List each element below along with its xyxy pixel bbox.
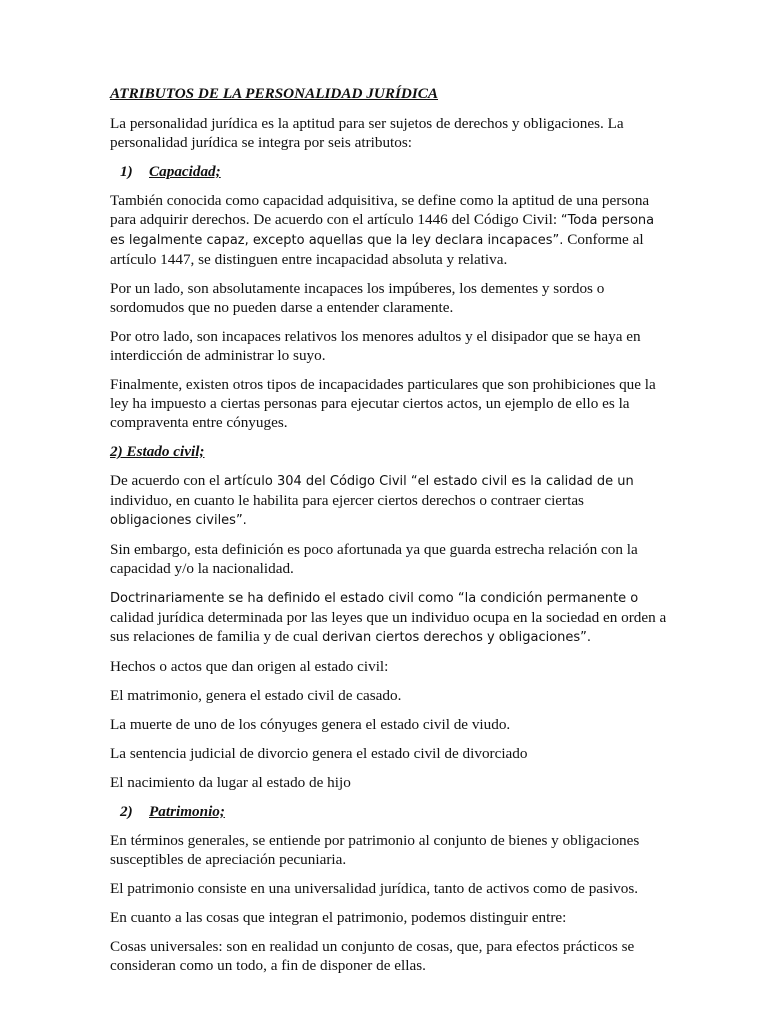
patrimonio-paragraph-4: Cosas universales: son en realidad un conjunto de cosas, que, para efectos prácticos se consideran como un todo, a fin de disponer de ellas. xyxy=(110,938,635,974)
document-title: ATRIBUTOS DE LA PERSONALIDAD JURÍDICA xyxy=(110,85,439,102)
capacidad-paragraph-3: Por otro lado, son incapaces relativos los menores adultos y el disipador que se haya en interdicción de administrar lo suyo. xyxy=(110,328,641,364)
capacidad-paragraph-1 xyxy=(110,191,668,269)
estado-civil-paragraph-2: Sin embargo, esta definición es poco afortunada ya que guarda estrecha relación con la capacidad y/o la nacionalidad. xyxy=(110,541,638,577)
section-label: Patrimonio; xyxy=(149,803,225,820)
text-run: También conocida como capacidad adquisitiva, se define como la aptitud de una persona para adquirir derechos. De acuerdo con el artículo 1446 del Código Civil: xyxy=(110,192,650,228)
section-label: 2) Estado civil; xyxy=(110,443,205,460)
quote-run: artículo 304 del Código Civil “el estado civil es la calidad de un xyxy=(223,474,634,489)
patrimonio-paragraph-3: En cuanto a las cosas que integran el patrimonio, podemos distinguir entre: xyxy=(110,909,567,926)
quote-run: Doctrinariamente se ha definido el estado civil como “la condición permanente o xyxy=(110,591,639,606)
text-run: Conforme al artículo 1447, se distinguen entre incapacidad absoluta y relativa. xyxy=(110,231,644,268)
text-run: calidad jurídica determinada por las leyes que un individuo ocupa en la sociedad en orden a sus relaciones de familia y de cual xyxy=(110,609,667,645)
estado-civil-paragraph-6: La muerte de uno de los cónyuges genera el estado civil de viudo. xyxy=(110,716,511,733)
quote-run: obligaciones civiles”. xyxy=(110,513,247,528)
estado-civil-paragraph-8: El nacimiento da lugar al estado de hijo xyxy=(110,774,351,791)
section-heading-patrimonio xyxy=(110,802,668,821)
section-heading-estado-civil xyxy=(110,442,668,461)
estado-civil-paragraph-1 xyxy=(110,471,668,530)
patrimonio-paragraph-1: En términos generales, se entiende por patrimonio al conjunto de bienes y obligaciones susceptibles de apreciación pecuniaria. xyxy=(110,832,640,868)
text-run: De acuerdo con el xyxy=(110,472,224,489)
quote-run: derivan ciertos derechos y obligaciones”. xyxy=(322,630,592,645)
capacidad-paragraph-4: Finalmente, existen otros tipos de incapacidades particulares que son prohibiciones que la ley ha impuesto a ciertas personas para ejecutar ciertos actos, un ejemplo de ello es la compraventa entre cónyuges. xyxy=(110,376,656,431)
section-heading-capacidad xyxy=(110,162,668,181)
estado-civil-paragraph-5: El matrimonio, genera el estado civil de casado. xyxy=(110,687,402,704)
quote-run: “Toda persona es legalmente capaz, excepto aquellas que la ley declara incapaces”. xyxy=(110,213,655,248)
intro-paragraph: La personalidad jurídica es la aptitud para ser sujetos de derechos y obligaciones. La personalidad jurídica se integra por seis atributos: xyxy=(110,115,624,151)
capacidad-paragraph-2: Por un lado, son absolutamente incapaces los impúberes, los dementes y sordos o sordomudos que no pueden darse a entender claramente. xyxy=(110,280,605,316)
section-number: 1) xyxy=(120,163,133,180)
estado-civil-paragraph-3 xyxy=(110,588,668,647)
patrimonio-paragraph-2: El patrimonio consiste en una universalidad jurídica, tanto de activos como de pasivos. xyxy=(110,880,639,897)
section-label: Capacidad; xyxy=(149,163,221,180)
text-run: individuo, en cuanto le habilita para ejercer ciertos derechos o contraer ciertas xyxy=(110,492,584,509)
estado-civil-paragraph-4: Hechos o actos que dan origen al estado civil: xyxy=(110,658,389,675)
section-number: 2) xyxy=(120,803,133,820)
estado-civil-paragraph-7: La sentencia judicial de divorcio genera el estado civil de divorciado xyxy=(110,745,528,762)
